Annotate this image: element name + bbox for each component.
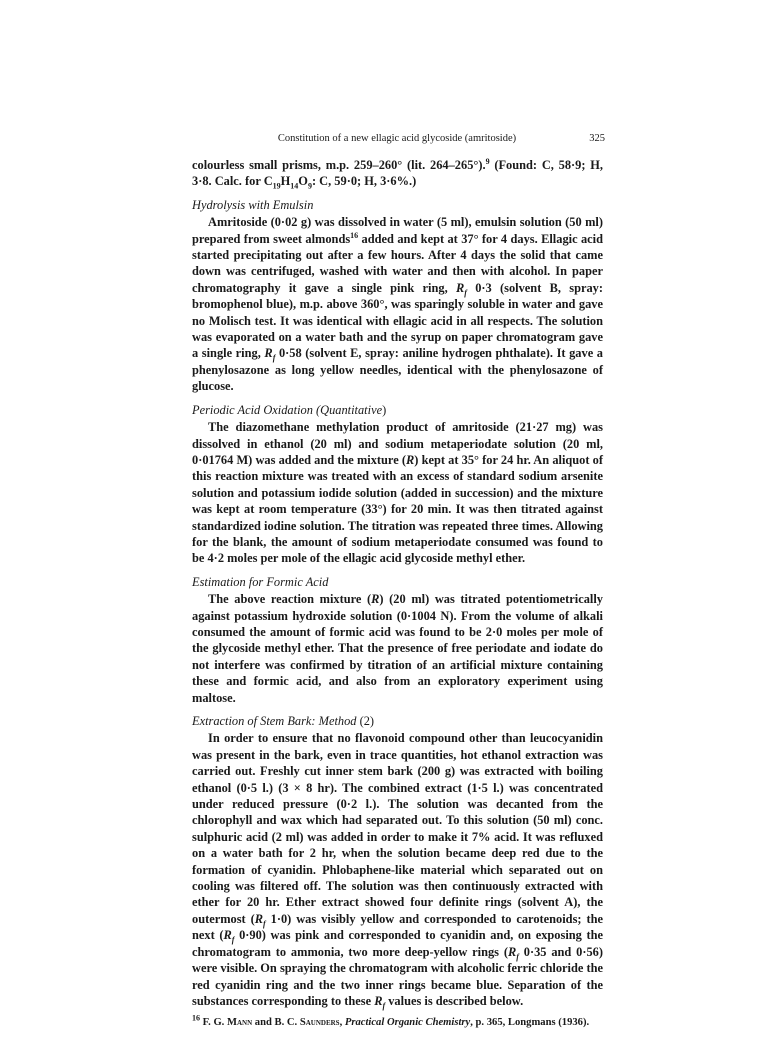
paragraph-extraction: In order to ensure that no flavonoid compound other than leucocyanidin was present in the bark, even in trace quantities, hot ethanol extraction was carried out. Freshly cut inner stem bark (200 g) was extracted with boiling ethanol (0·5 l.) (3 × 8 hr). The combined extract (1·5 l.) was concentrated under reduced pressure (0·2 l.). The solution was decanted from the chlorophyll and wax which had separated out. To this solution (50 ml) conc. sulphuric acid (2 ml) was added in order to make it 7% acid. It was refluxed on a water bath for 2 hr, when the solution became deep red due to the formation of cyanidin. Phlobaphene-like material which separated out on cooling was filtered off. The solution was then continuously extracted with ether for 20 hr. Ether extract showed four definite rings (solvent A), the outermost ($R_f$ 1·0) was visibly yellow and corresponded to carotenoids; the next ($R_f$ 0·90) was pink and corresponded to cyanidin and, on exposing the chromatogram to ammonia, two more deep-yellow rings ($R_f$ 0·35 and 0·56) were visible. On spraying the chromatogram with alcoholic ferric chloride the red cyanidin ring and the two inner rings became blue. Separation of the substances corresponding to these $R_f$ values is described below. — [192, 731, 604, 1011]
paragraph-formic: The above reaction mixture (R) (20 ml) was titrated potentiometrically against potassium hydroxide solution (0·1004 N). From the volume of alkali consumed the amount of formic acid was found to be 2·0 moles per mole of the glycoside methyl ether. That the presence of free periodate and iodate do not interfere was confirmed by titration of an artificial mixture containing these and formic acid, and also from an exploratory experiment using maltose. — [192, 592, 603, 705]
section-heading-extraction: Extraction of Stem Bark: Method (2) — [192, 714, 375, 728]
paragraph-periodic: The diazomethane methylation product of amritoside (21·27 mg) was dissolved in ethanol (20 ml) and sodium metaperiodate solution (20 ml, 0·01764 M) was added and the mixture (R) kept at 35° for 24 hr. An aliquot of this reaction mixture was treated with an excess of standard sodium arsenite solution and potassium iodide solution (added in succession) and the mixture was kept at room temperature (33°) for 20 min. It was then titrated against standardized iodine solution. The titration was repeated three times. Allowing for the blank, the amount of sodium metaperiodate consumed was found to be 4·2 moles per mole of the ellagic acid glycoside methyl ether. — [192, 420, 603, 566]
body-text — [192, 157, 603, 1030]
paragraph-hydrolysis: Amritoside (0·02 g) was dissolved in water (5 ml), emulsin solution (50 ml) prepared from sweet almonds$^{16}$ added and kept at 37° for 4 days. Ellagic acid started precipitating out after a few hours. After 4 days the solid that came down was centrifuged, washed with water and then with alcohol. In paper chromatography it gave a single pink ring, $R_f$ 0·3 (solvent B, spray: bromophenol blue), m.p. above 360°, was sparingly soluble in water and gave no Molisch test. It was identical with ellagic acid in all respects. The solution was evaporated on a water bath and the syrup on paper chromatogram gave a single ring, $R_f$ 0·58 (solvent E, spray: aniline hydrogen phthalate). It gave a phenylosazone as long yellow needles, identical with the phenylosazone of glucose. — [192, 215, 603, 394]
footnote: $^{16}$ F. G. Mann and B. C. Saunders, Practical Organic Chemistry, p. 365, Longmans (1936). — [192, 1013, 590, 1029]
page-number: 325 — [589, 133, 605, 144]
section-heading-hydrolysis: Hydrolysis with Emulsin — [192, 197, 314, 212]
running-header — [192, 133, 605, 144]
running-title: Constitution of a new ellagic acid glycoside (amritoside) — [277, 133, 517, 144]
section-heading-formic: Estimation for Formic Acid — [192, 574, 329, 589]
section-heading-periodic: Periodic Acid Oxidation (Quantitative) — [192, 402, 387, 417]
paragraph-continuation: colourless small prisms, m.p. 259–260° (lit. 264–265°).$^9$ (Found: C, 58·9; H, 3·8. Calc. for $C_{19}H_{14}O_9$: C, 59·0; H, 3·6%.) — [192, 156, 603, 191]
